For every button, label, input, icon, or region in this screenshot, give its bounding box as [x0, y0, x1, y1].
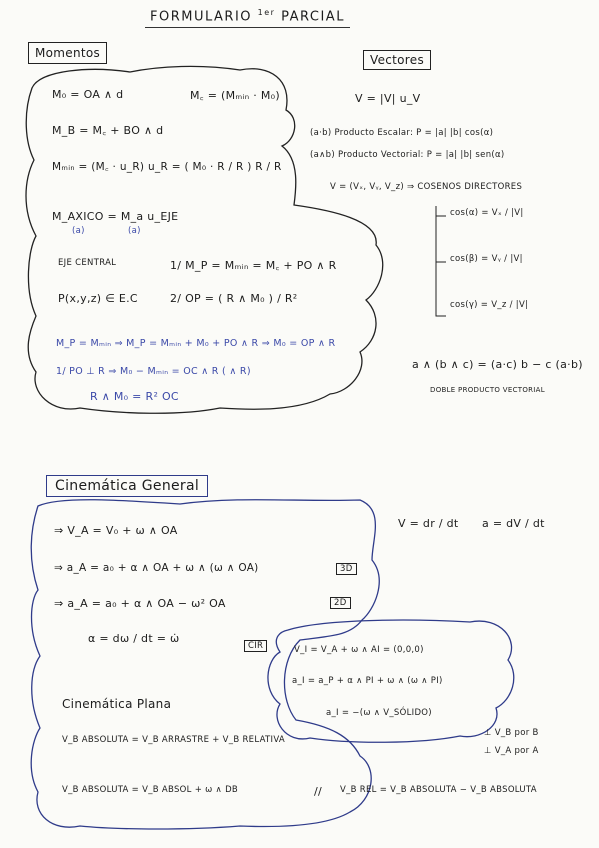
parallel-mark: // [314, 785, 323, 798]
cos-beta: cos(β) = Vᵧ / |V| [450, 254, 523, 264]
cos-alpha: cos(α) = Vₓ / |V| [450, 208, 524, 218]
formula-v-dr: V = dr / dt [398, 517, 459, 530]
doble-producto-label: DOBLE PRODUCTO VECTORIAL [430, 386, 545, 394]
note-a2: (a) [128, 226, 141, 236]
badge-3d: 3D [336, 563, 357, 575]
producto-escalar: (a·b) Producto Escalar: P = |a| |b| cos(α) [310, 128, 494, 138]
formula-m0: M₀ = OA ∧ d [52, 88, 124, 101]
formula-op: 2/ OP = ( R ∧ M₀ ) / R² [170, 292, 298, 305]
formula-vb-rel: V_B REL = V_B ABSOLUTA − V_B ABSOLUTA [340, 785, 537, 795]
cosenos-directores: V = (Vₓ, Vᵧ, V_z) ⇒ COSENOS DIRECTORES [330, 182, 523, 192]
vectores-label: Vectores [363, 50, 431, 70]
formula-vb-absoluta: V_B ABSOLUTA = V_B ABSOL + ω ∧ DB [62, 785, 239, 795]
derivation-line2: 1/ PO ⊥ R ⇒ M₀ − Mₘᵢₙ = OC ∧ R ( ∧ R) [56, 366, 251, 377]
doble-producto-formula: a ∧ (b ∧ c) = (a·c) b − c (a·b) [412, 358, 583, 371]
formula-mb: M_B = M꜀ + BO ∧ d [52, 124, 164, 137]
perp-va: ⊥ V_A por A [484, 746, 539, 756]
formula-va: ⇒ V_A = V₀ + ω ∧ OA [54, 524, 178, 537]
formula-mc: M꜀ = (Mₘᵢₙ · M₀) [190, 89, 280, 102]
derivation-line1: M_P = Mₘᵢₙ ⇒ M_P = Mₘᵢₙ + M₀ + PO ∧ R ⇒ M₀ = OP ∧ R [56, 338, 336, 349]
formula-vector: V = |V| u_V [355, 92, 421, 105]
formula-ai-solido: a_I = −(ω ∧ V_SÓLIDO) [326, 708, 432, 718]
formula-vb-plana: V_B ABSOLUTA = V_B ARRASTRE + V_B RELATIVA [62, 735, 286, 745]
formula-vi: V_I = V_A + ω ∧ AI = (0,0,0) [294, 645, 424, 655]
formula-a-dv: a = dV / dt [482, 517, 545, 530]
momentos-cloud [26, 66, 383, 413]
producto-vectorial: (a∧b) Producto Vectorial: P = |a| |b| sen(α) [310, 150, 505, 160]
formula-maxico: M_AXICO = M_a u_EJE [52, 210, 179, 223]
formula-aa-2d: ⇒ a_A = a₀ + α ∧ OA − ω² OA [54, 597, 226, 610]
formula-ai: a_I = a_P + α ∧ PI + ω ∧ (ω ∧ PI) [292, 676, 443, 686]
point-condition: P(x,y,z) ∈ E.C [58, 292, 138, 305]
cos-gamma: cos(γ) = V_z / |V| [450, 300, 529, 310]
cinematica-plana-label: Cinemática Plana [62, 697, 172, 711]
momentos-label: Momentos [28, 42, 107, 64]
formula-alpha: α = dω / dt = ω̇ [88, 632, 180, 645]
formula-mmin: Mₘᵢₙ = (M꜀ · u_R) u_R = ( M₀ · R / R ) R / R [52, 161, 282, 173]
cinematica-label: Cinemática General [46, 475, 208, 497]
formula-aa-3d: ⇒ a_A = a₀ + α ∧ OA + ω ∧ (ω ∧ OA) [54, 562, 259, 574]
badge-cir: CIR [244, 640, 267, 652]
perp-vb: ⊥ V_B por B [484, 728, 539, 738]
badge-2d: 2D [330, 597, 351, 609]
note-a1: (a) [72, 226, 85, 236]
derivation-line3: R ∧ M₀ = R² OC [90, 390, 179, 403]
cinematica-cloud [31, 500, 379, 829]
page-title: FORMULARIO $^{1er}$ PARCIAL [150, 8, 345, 25]
title-underline [145, 27, 350, 28]
formula-mp: 1/ M_P = Mₘᵢₙ = M꜀ + PO ∧ R [170, 259, 337, 272]
cosenos-bracket [436, 206, 446, 316]
eje-central-label: EJE CENTRAL [58, 258, 117, 268]
